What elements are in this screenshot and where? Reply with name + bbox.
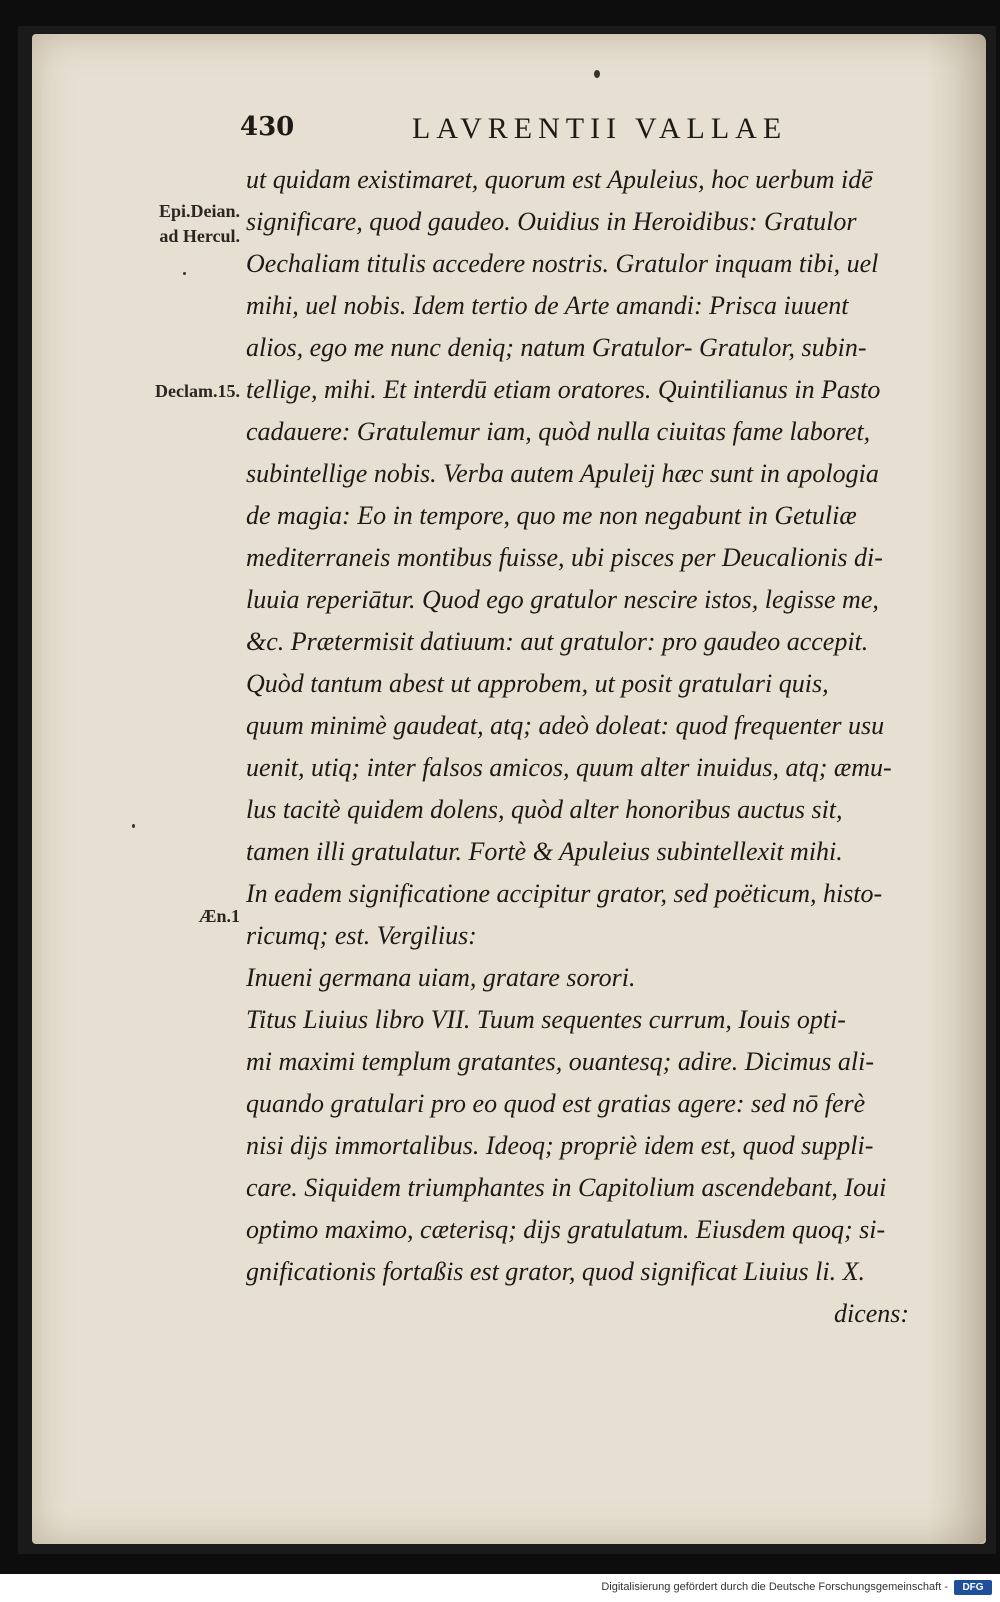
text-line: optimo maximo, cæterisq; dijs gratulatum. Eiusdem quoq; si- (246, 1215, 886, 1244)
text-line: Titus Liuius libro VII. Tuum sequentes currum, Iouis opti- (246, 1005, 846, 1034)
page-edge-shadow (926, 34, 986, 1544)
text-line: subintellige nobis. Verba autem Apuleij hæc sunt in apologia (246, 459, 879, 488)
catchword-line: dicens: (834, 1299, 910, 1328)
text-line: luuia reperiātur. Quod ego gratulor nescire istos, legisse me, (246, 585, 879, 614)
marginal-note: ad Hercul. (159, 226, 240, 246)
text-line: ut quidam existimaret, quorum est Apuleius, hoc uerbum idē (246, 165, 873, 194)
footer-bar (0, 1574, 1000, 1602)
dfg-logo: DFG (954, 1580, 992, 1595)
page-number: 430 (240, 112, 295, 142)
text-line: &c. Prætermisit datiuum: aut gratulor: pro gaudeo accepit. (246, 627, 869, 656)
text-line: quum minimè gaudeat, atq; adeò doleat: quod frequenter usu (246, 711, 885, 740)
text-line: nisi dijs immortalibus. Ideoq; propriè idem est, quod suppli- (246, 1131, 874, 1160)
text-line: mihi, uel nobis. Idem tertio de Arte amandi: Prisca iuuent (246, 291, 849, 320)
marginal-note: Declam.15. (155, 381, 240, 401)
ink-speck (594, 70, 600, 78)
text-line: significare, quod gaudeo. Ouidius in Heroidibus: Gratulor (246, 207, 857, 236)
funding-credit: Digitalisierung gefördert durch die Deutsche Forschungsgemeinschaft - (601, 1581, 948, 1593)
text-line: mi maximi templum gratantes, ouantesq; adire. Dicimus ali- (246, 1047, 875, 1076)
text-line: cadauere: Gratulemur iam, quòd nulla ciuitas fame laboret, (246, 417, 871, 446)
text-line: uenit, utiq; inter falsos amicos, quum alter inuidus, atq; æmu- (246, 753, 892, 782)
text-line: tamen illi gratulatur. Fortè & Apuleius subintellexit mihi. (246, 837, 843, 866)
text-line: de magia: Eo in tempore, quo me non negabunt in Getuliæ (246, 501, 857, 530)
text-line: care. Siquidem triumphantes in Capitolium ascendebant, Ioui (246, 1173, 887, 1202)
text-line: tellige, mihi. Et interdū etiam oratores. Quintilianus in Pasto (246, 375, 881, 404)
verse-line: Inueni germana uiam, gratare sorori. (246, 963, 636, 992)
text-line: mediterraneis montibus fuisse, ubi pisces per Deucalionis di- (246, 543, 883, 572)
text-line: ricumq; est. Vergilius: (246, 921, 477, 950)
ink-speck (183, 272, 186, 275)
running-title: LAVRENTII VALLAE (412, 112, 788, 145)
running-head (240, 112, 840, 152)
marginal-note: Epi.Deian. (158, 201, 240, 221)
text-line: Oechaliam titulis accedere nostris. Gratulor inquam tibi, uel (246, 249, 879, 278)
text-line: In eadem significatione accipitur grator, sed poëticum, histo- (246, 879, 883, 908)
ink-speck (132, 824, 135, 828)
marginal-note: Æn.1 (198, 906, 240, 926)
text-line: Quòd tantum abest ut approbem, ut posit gratulari quis, (246, 669, 829, 698)
text-line: quando gratulari pro eo quod est gratias agere: sed nō ferè (246, 1089, 866, 1118)
text-line: gnificationis fortaßis est grator, quod significat Liuius li. X. (246, 1257, 865, 1286)
text-line: alios, ego me nunc deniq; natum Gratulor- Gratulor, subin- (246, 333, 867, 362)
text-line: lus tacitè quidem dolens, quòd alter honoribus auctus sit, (246, 795, 843, 824)
